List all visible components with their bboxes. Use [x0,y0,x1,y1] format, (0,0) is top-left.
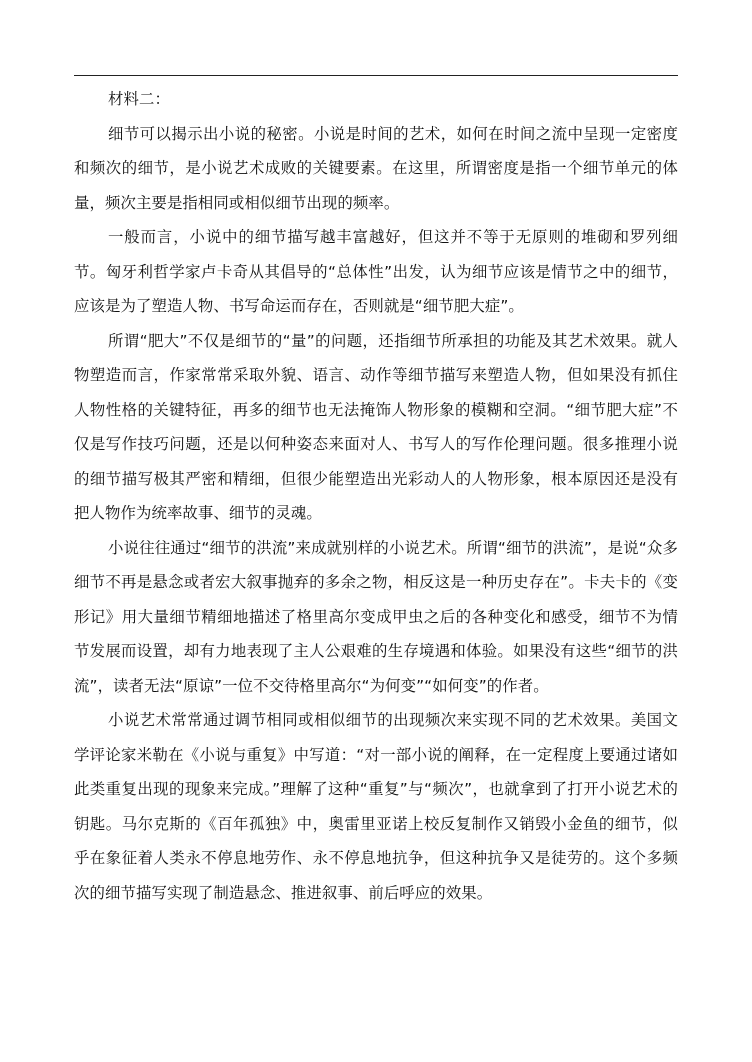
paragraph-5: 小说艺术常常通过调节相同或相似细节的出现频次来实现不同的艺术效果。美国文学评论家米勒在《小说与重复》中写道：“对一部小说的阐释，在一定程度上要通过诸如此类重复出现的现象来完成。”理解了这种“重复”与“频次”，也就拿到了打开小说艺术的钥匙。马尔克斯的《百年孤独》中，奥雷里亚诺上校反复制作又销毁小金鱼的细节，似乎在象征着人类永不停息地劳作、永不停息地抗争，但这种抗争又是徒劳的。这个多频次的细节描写实现了制造悬念、推进叙事、前后呼应的效果。 [74,711,678,902]
paragraph-2: 一般而言，小说中的细节描写越丰富越好，但这并不等于无原则的堆砌和罗列细节。匈牙利哲学家卢卡奇从其倡导的“总体性”出发，认为细节应该是情节之中的细节，应该是为了塑造人物、书写命运而存在，否则就是“细节肥大症”。 [74,228,678,315]
header-rule [74,75,678,76]
document-body [74,82,678,910]
paragraph-4: 小说往往通过“细节的洪流”来成就别样的小说艺术。所谓“细节的洪流”，是说“众多细节不再是悬念或者宏大叙事抛弃的多余之物，相反这是一种历史存在”。卡夫卡的《变形记》用大量细节精细地描述了格里高尔变成甲虫之后的各种变化和感受，细节不为情节发展而设置，却有力地表现了主人公艰难的生存境遇和体验。如果没有这些“细节的洪流”，读者无法“原谅”一位不交待格里高尔“为何变”“如何变”的作者。 [74,538,678,695]
paragraph-3: 所谓“肥大”不仅是细节的“量”的问题，还指细节所承担的功能及其艺术效果。就人物塑造而言，作家常常采取外貌、语言、动作等细节描写来塑造人物，但如果没有抓住人物性格的关键特征，再多的细节也无法掩饰人物形象的模糊和空洞。“细节肥大症”不仅是写作技巧问题，还是以何种姿态来面对人、书写人的写作伦理问题。很多推理小说的细节描写极其严密和精细，但很少能塑造出光彩动人的人物形象，根本原因还是没有把人物作为统率故事、细节的灵魂。 [74,331,678,522]
paragraph-1: 细节可以揭示出小说的秘密。小说是时间的艺术，如何在时间之流中呈现一定密度和频次的细节，是小说艺术成败的关键要素。在这里，所谓密度是指一个细节单元的体量，频次主要是指相同或相似细节出现的频率。 [74,124,678,212]
section-label: 材料二： [108,90,170,108]
